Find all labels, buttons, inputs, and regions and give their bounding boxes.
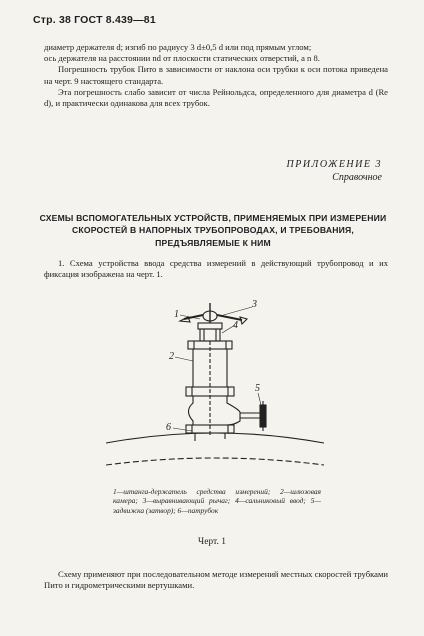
pipeline-upper-wall	[106, 433, 324, 443]
figure-caption: 1—штанга-держатель средства измерений; 2—шлюзовая камера; 3—выравнивающий рычаг; 4—сальниковый ввод; 5—задвижка (затвор); 6—патрубок	[113, 487, 321, 515]
appendix-block	[287, 158, 383, 184]
paragraph-sentence: Эта погрешность слабо зависит от числа Рейнольдса, определенного для диаметра d (Re d), и практически одинакова для всех трубок.	[44, 86, 388, 109]
section-heading: СХЕМЫ ВСПОМОГАТЕЛЬНЫХ УСТРОЙСТВ, ПРИМЕНЯЕМЫХ ПРИ ИЗМЕРЕНИИ СКОРОСТЕЙ В НАПОРНЫХ ТРУБОПРОВОДАХ, И ТРЕБОВАНИЯ, ПРЕДЪЯВЛЯЕМЫЕ К НИМ	[39, 213, 387, 248]
paragraph-scheme-description: 1. Схема устройства ввода средства измерений в действующий трубопровод и их фиксация изображена на черт. 1.	[44, 258, 388, 280]
page-header: Стр. 38 ГОСТ 8.439—81	[33, 14, 156, 26]
appendix-title: ПРИЛОЖЕНИЕ 3	[286, 159, 382, 170]
figure-drawing	[100, 295, 330, 475]
paragraph-line: диаметр держателя d; изгиб по радиусу 3 d±0,5 d или под прямым углом;	[44, 42, 312, 52]
figure-label-4: 4	[233, 320, 238, 331]
insertion-device-drawing	[100, 295, 330, 475]
figure-name: Черт. 1	[198, 537, 226, 547]
figure-label-6: 6	[166, 422, 171, 433]
figure-label-3: 3	[252, 299, 257, 310]
paragraph-pitot-tube-requirements	[44, 42, 388, 109]
figure-label-2: 2	[169, 351, 174, 362]
paragraph-line: ось держателя на расстоянии nd от плоскости статических отверстий, а n 8.	[44, 53, 320, 64]
paragraph-sentence: Погрешность трубок Пито в зависимости от наклона оси трубки к оси потока приведена на черт. 9 настоящего стандарта.	[44, 64, 388, 86]
appendix-subtitle: Справочное	[332, 172, 382, 183]
figure-label-1: 1	[174, 309, 179, 320]
pipeline-lower-wall	[106, 458, 324, 465]
paragraph-scheme-usage: Схему применяют при последовательном методе измерений местных скоростей трубками Пито и гидрометрическими вертушками.	[44, 569, 388, 591]
figure-label-5: 5	[255, 383, 260, 394]
